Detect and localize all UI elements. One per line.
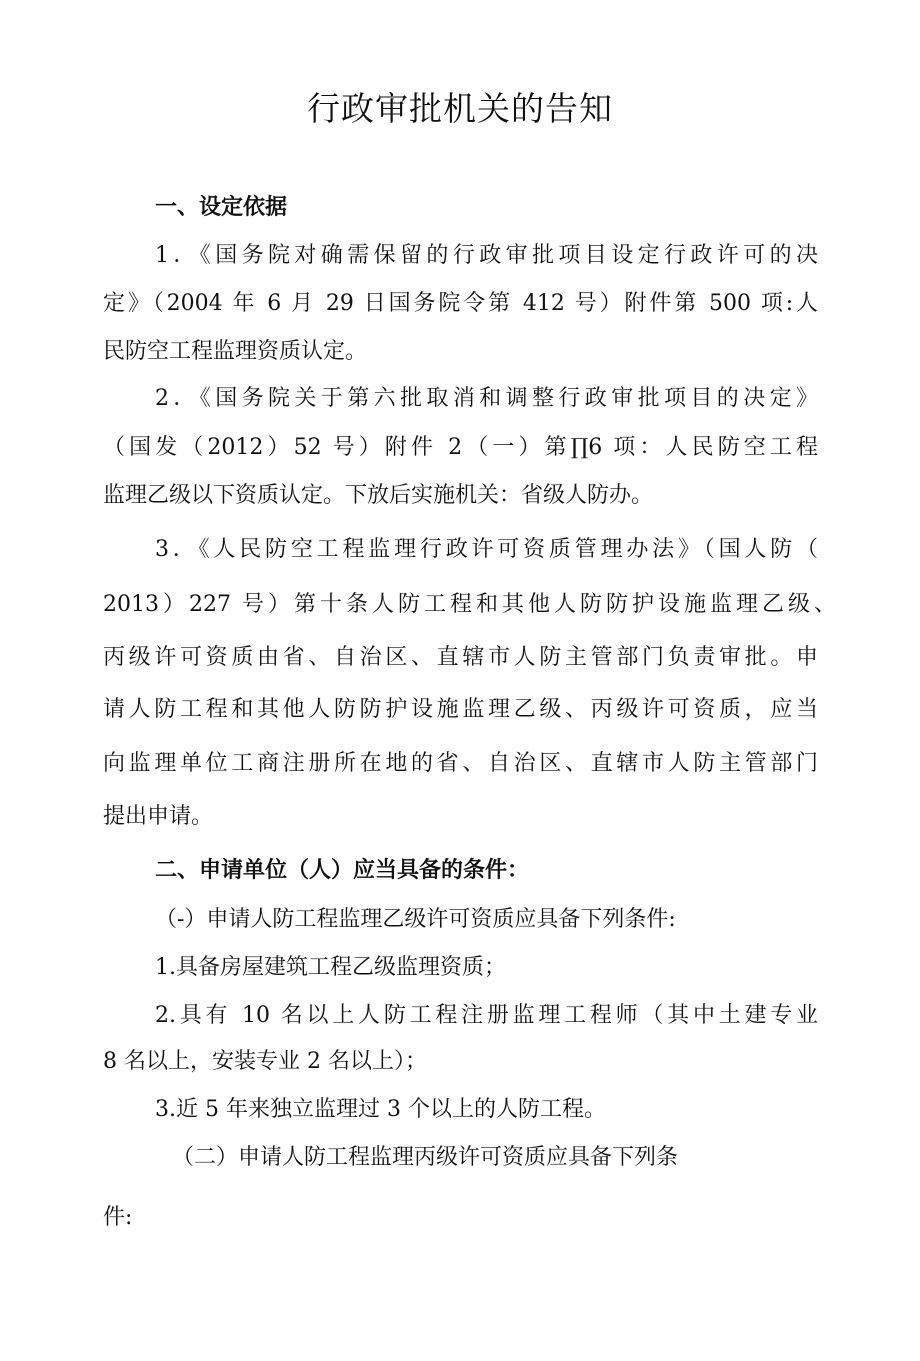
- section-1-heading: 一、设定依据: [155, 195, 288, 220]
- item-2-line-3: 监理乙级以下资质认定。下放后实施机关：省级人防办。: [103, 483, 654, 508]
- item-3-line-2: 2013）227 号）第十条人防工程和其他人防防护设施监理乙级、: [103, 592, 836, 617]
- document-title: 行政审批机关的告知: [307, 89, 613, 128]
- item-3-line-6: 提出申请。: [103, 804, 214, 829]
- section-2-heading: 二、申请单位（人）应当具备的条件：: [155, 858, 530, 883]
- subsection-1-heading: （-）申请人防工程监理乙级许可资质应具备下列条件:: [155, 907, 676, 932]
- item-3-line-5: 向监理单位工商注册所在地的省、自治区、直辖市人防主管部门: [103, 751, 818, 776]
- item-3-line-4: 请人防工程和其他人防防护设施监理乙级、丙级许可资质，应当: [103, 697, 818, 722]
- condition-1: 1.具备房屋建筑工程乙级监理资质；: [155, 955, 506, 980]
- item-3-line-3: 丙级许可资质由省、自治区、直辖市人防主管部门负责审批。申: [103, 645, 818, 670]
- item-1-line-3: 民防空工程监理资质认定。: [103, 339, 368, 364]
- item-1-line-2: 定》（2004 年 6 月 29 日国务院令第 412 号）附件第 500 项:人: [103, 291, 818, 316]
- condition-2-line-2: 8 名以上，安装专业 2 名以上）；: [103, 1049, 427, 1074]
- subsection-2-heading-cont: 件:: [103, 1205, 133, 1230]
- condition-3: 3.近 5 年来独立监理过 3 个以上的人防工程。: [155, 1097, 606, 1122]
- item-2-line-1: 2．《国务院关于第六批取消和调整行政审批项目的决定》: [155, 386, 818, 411]
- condition-2-line-1: 2.具有 10 名以上人防工程注册监理工程师（其中土建专业: [155, 1003, 818, 1028]
- item-2-line-2: （国发（2012）52 号）附件 2（一）第∏6 项：人民防空工程: [103, 435, 818, 460]
- subsection-2-heading: （二）申请人防工程监理丙级许可资质应具备下列条: [172, 1145, 679, 1170]
- item-3-line-1: 3．《人民防空工程监理行政许可资质管理办法》（国人防（: [155, 537, 818, 562]
- item-1-line-1: 1．《国务院对确需保留的行政审批项目设定行政许可的决: [155, 243, 818, 268]
